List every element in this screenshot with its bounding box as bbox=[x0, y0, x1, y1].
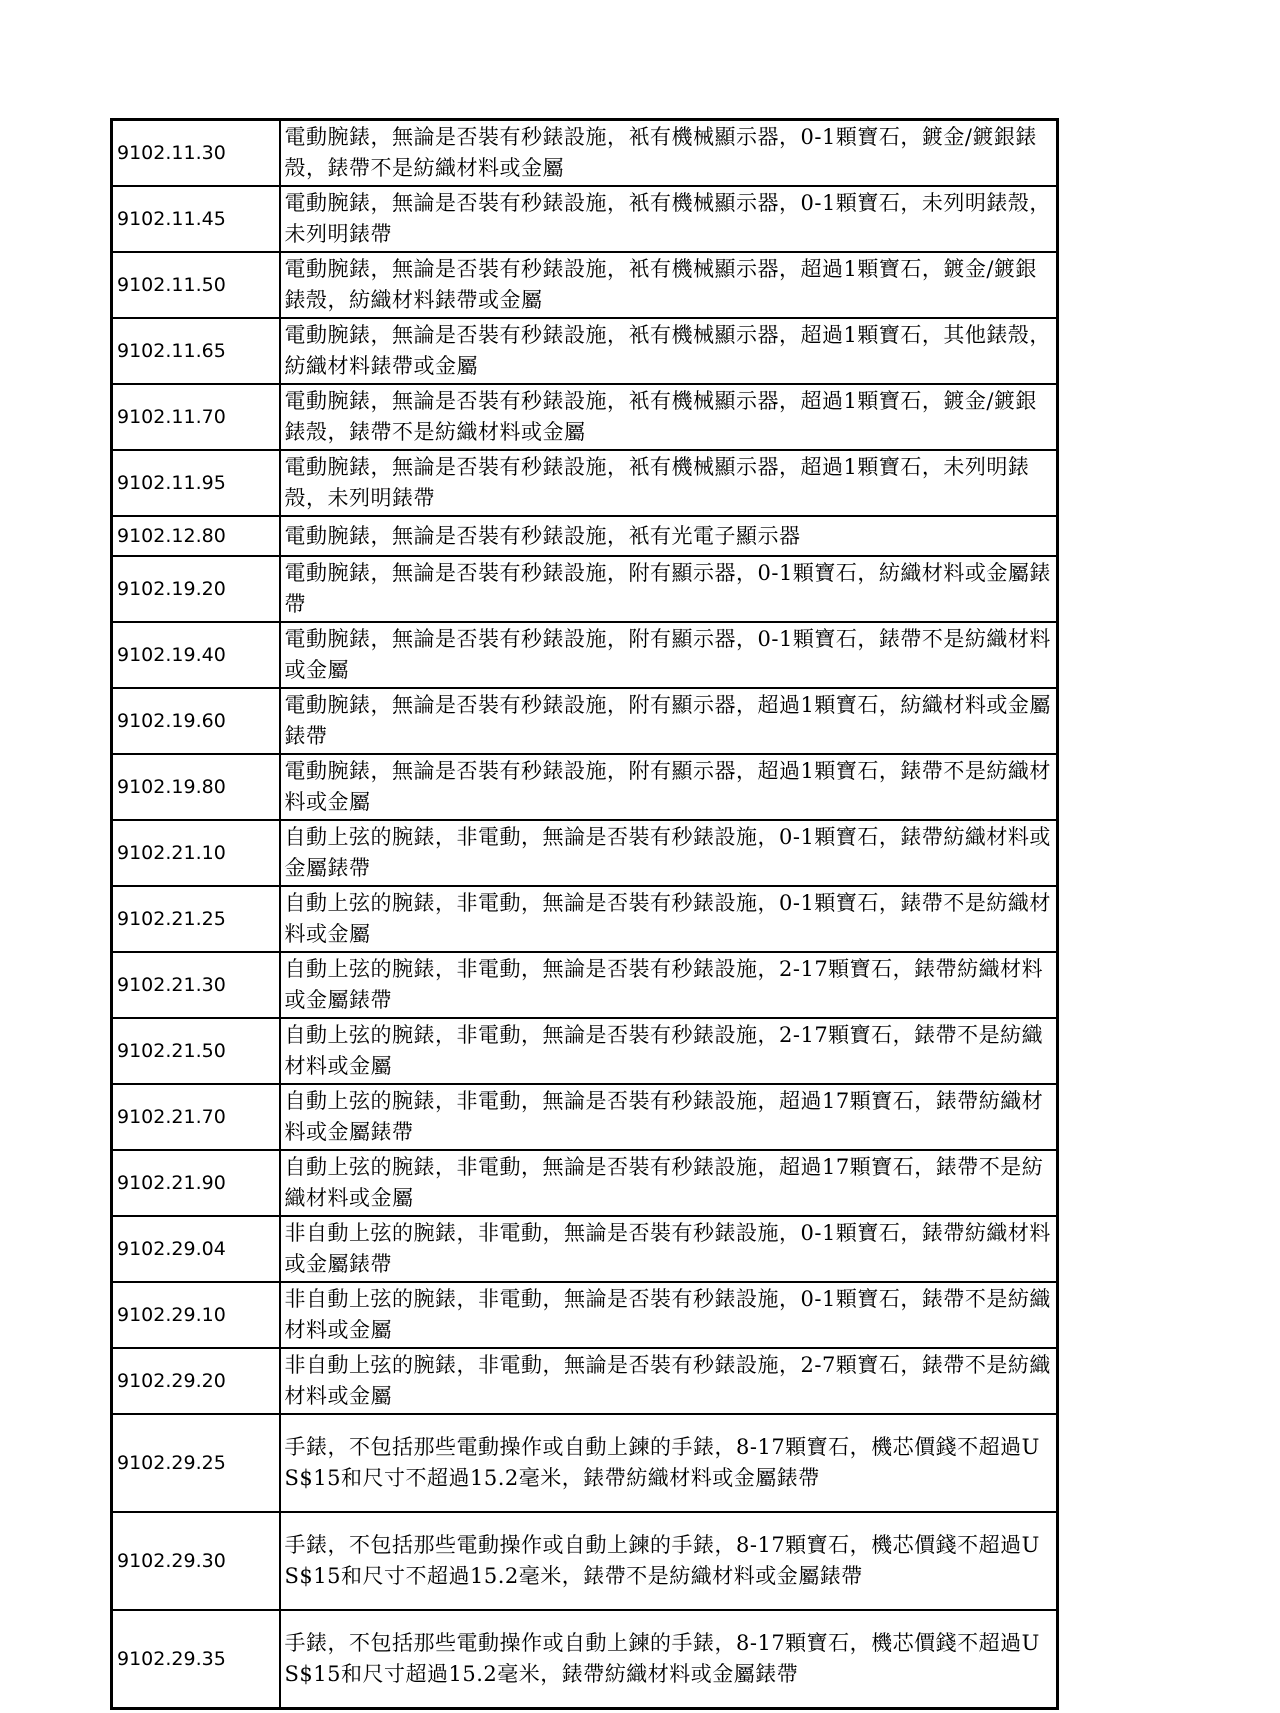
tariff-code-cell: 9102.11.95 bbox=[112, 450, 280, 516]
tariff-code-cell: 9102.11.65 bbox=[112, 318, 280, 384]
description-cell: 電動腕錶，無論是否裝有秒錶設施，附有顯示器，超過1顆寶石，錶帶不是紡織材料或金屬 bbox=[280, 754, 1058, 820]
tariff-code-cell: 9102.29.25 bbox=[112, 1414, 280, 1512]
tariff-code-cell: 9102.29.04 bbox=[112, 1216, 280, 1282]
table-row bbox=[112, 384, 1058, 450]
table-row bbox=[112, 120, 1058, 187]
tariff-code-cell: 9102.12.80 bbox=[112, 516, 280, 556]
tariff-code-cell: 9102.11.30 bbox=[112, 120, 280, 187]
description-cell: 非自動上弦的腕錶，非電動，無論是否裝有秒錶設施，0-1顆寶石，錶帶紡織材料或金屬錶帶 bbox=[280, 1216, 1058, 1282]
tariff-code-cell: 9102.29.30 bbox=[112, 1512, 280, 1610]
table-row bbox=[112, 1084, 1058, 1150]
description-cell: 自動上弦的腕錶，非電動，無論是否裝有秒錶設施，2-17顆寶石，錶帶不是紡織材料或金屬 bbox=[280, 1018, 1058, 1084]
description-cell: 電動腕錶，無論是否裝有秒錶設施，衹有機械顯示器，0-1顆寶石，未列明錶殼，未列明錶帶 bbox=[280, 186, 1058, 252]
table-row bbox=[112, 1610, 1058, 1709]
tariff-code-table bbox=[110, 118, 1059, 1710]
table-row bbox=[112, 886, 1058, 952]
description-cell: 電動腕錶，無論是否裝有秒錶設施，衹有機械顯示器，超過1顆寶石，鍍金/鍍銀錶殼，錶帶不是紡織材料或金屬 bbox=[280, 384, 1058, 450]
tariff-code-cell: 9102.21.90 bbox=[112, 1150, 280, 1216]
table-row bbox=[112, 318, 1058, 384]
table-row bbox=[112, 1216, 1058, 1282]
tariff-code-cell: 9102.21.10 bbox=[112, 820, 280, 886]
table-row bbox=[112, 820, 1058, 886]
table-row bbox=[112, 556, 1058, 622]
table-row bbox=[112, 252, 1058, 318]
tariff-code-cell: 9102.19.60 bbox=[112, 688, 280, 754]
tariff-code-cell: 9102.19.80 bbox=[112, 754, 280, 820]
description-cell: 電動腕錶，無論是否裝有秒錶設施，衹有光電子顯示器 bbox=[280, 516, 1058, 556]
table-row bbox=[112, 450, 1058, 516]
description-cell: 自動上弦的腕錶，非電動，無論是否裝有秒錶設施，0-1顆寶石，錶帶紡織材料或金屬錶帶 bbox=[280, 820, 1058, 886]
tariff-code-cell: 9102.29.20 bbox=[112, 1348, 280, 1414]
description-cell: 自動上弦的腕錶，非電動，無論是否裝有秒錶設施，超過17顆寶石，錶帶紡織材料或金屬錶帶 bbox=[280, 1084, 1058, 1150]
table-row bbox=[112, 1348, 1058, 1414]
description-cell: 電動腕錶，無論是否裝有秒錶設施，衹有機械顯示器，超過1顆寶石，其他錶殼，紡織材料錶帶或金屬 bbox=[280, 318, 1058, 384]
table-row bbox=[112, 754, 1058, 820]
tariff-code-cell: 9102.19.20 bbox=[112, 556, 280, 622]
tariff-code-cell: 9102.21.30 bbox=[112, 952, 280, 1018]
description-cell: 電動腕錶，無論是否裝有秒錶設施，附有顯示器，0-1顆寶石，紡織材料或金屬錶帶 bbox=[280, 556, 1058, 622]
table-row bbox=[112, 1018, 1058, 1084]
table-row bbox=[112, 516, 1058, 556]
tariff-code-cell: 9102.21.50 bbox=[112, 1018, 280, 1084]
description-cell: 非自動上弦的腕錶，非電動，無論是否裝有秒錶設施，2-7顆寶石，錶帶不是紡織材料或金屬 bbox=[280, 1348, 1058, 1414]
table-row bbox=[112, 688, 1058, 754]
description-cell: 自動上弦的腕錶，非電動，無論是否裝有秒錶設施，超過17顆寶石，錶帶不是紡織材料或金屬 bbox=[280, 1150, 1058, 1216]
description-cell: 手錶，不包括那些電動操作或自動上鍊的手錶，8-17顆寶石，機芯價錢不超過US$15和尺寸不超過15.2毫米，錶帶不是紡織材料或金屬錶帶 bbox=[280, 1512, 1058, 1610]
description-cell: 電動腕錶，無論是否裝有秒錶設施，衹有機械顯示器，超過1顆寶石，鍍金/鍍銀錶殼，紡織材料錶帶或金屬 bbox=[280, 252, 1058, 318]
description-cell: 手錶，不包括那些電動操作或自動上鍊的手錶，8-17顆寶石，機芯價錢不超過US$15和尺寸不超過15.2毫米，錶帶紡織材料或金屬錶帶 bbox=[280, 1414, 1058, 1512]
table-row bbox=[112, 1150, 1058, 1216]
tariff-code-cell: 9102.21.25 bbox=[112, 886, 280, 952]
description-cell: 自動上弦的腕錶，非電動，無論是否裝有秒錶設施，0-1顆寶石，錶帶不是紡織材料或金屬 bbox=[280, 886, 1058, 952]
description-cell: 非自動上弦的腕錶，非電動，無論是否裝有秒錶設施，0-1顆寶石，錶帶不是紡織材料或金屬 bbox=[280, 1282, 1058, 1348]
tariff-code-cell: 9102.29.10 bbox=[112, 1282, 280, 1348]
table-row bbox=[112, 1414, 1058, 1512]
tariff-code-cell: 9102.19.40 bbox=[112, 622, 280, 688]
tariff-code-cell: 9102.21.70 bbox=[112, 1084, 280, 1150]
table-row bbox=[112, 1282, 1058, 1348]
tariff-code-cell: 9102.11.70 bbox=[112, 384, 280, 450]
description-cell: 手錶，不包括那些電動操作或自動上鍊的手錶，8-17顆寶石，機芯價錢不超過US$15和尺寸超過15.2毫米，錶帶紡織材料或金屬錶帶 bbox=[280, 1610, 1058, 1709]
description-cell: 電動腕錶，無論是否裝有秒錶設施，附有顯示器，超過1顆寶石，紡織材料或金屬錶帶 bbox=[280, 688, 1058, 754]
table-row bbox=[112, 622, 1058, 688]
tariff-code-cell: 9102.29.35 bbox=[112, 1610, 280, 1709]
description-cell: 電動腕錶，無論是否裝有秒錶設施，衹有機械顯示器，超過1顆寶石，未列明錶殼，未列明錶帶 bbox=[280, 450, 1058, 516]
tariff-code-cell: 9102.11.50 bbox=[112, 252, 280, 318]
table-row bbox=[112, 186, 1058, 252]
tariff-code-cell: 9102.11.45 bbox=[112, 186, 280, 252]
description-cell: 自動上弦的腕錶，非電動，無論是否裝有秒錶設施，2-17顆寶石，錶帶紡織材料或金屬錶帶 bbox=[280, 952, 1058, 1018]
table-row bbox=[112, 952, 1058, 1018]
description-cell: 電動腕錶，無論是否裝有秒錶設施，附有顯示器，0-1顆寶石，錶帶不是紡織材料或金屬 bbox=[280, 622, 1058, 688]
table-row bbox=[112, 1512, 1058, 1610]
description-cell: 電動腕錶，無論是否裝有秒錶設施，衹有機械顯示器，0-1顆寶石，鍍金/鍍銀錶殼，錶帶不是紡織材料或金屬 bbox=[280, 120, 1058, 187]
